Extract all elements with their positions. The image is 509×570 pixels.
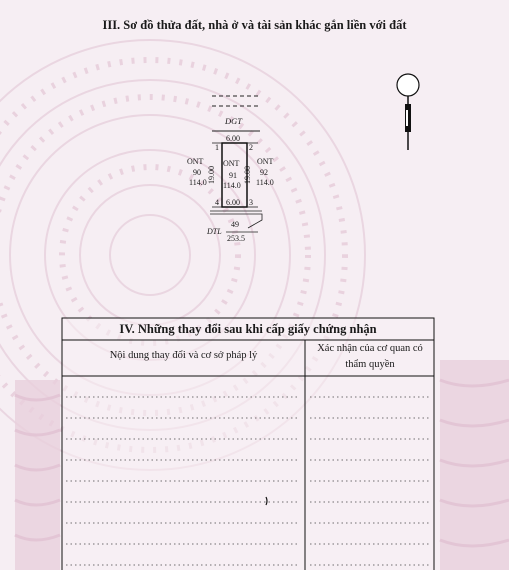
section-4-title: IV. Những thay đổi sau khi cấp giấy chứng nhận bbox=[119, 322, 377, 336]
road-bottom-name: DTL bbox=[207, 227, 222, 236]
center-parcel-area: 114.0 bbox=[223, 181, 241, 190]
column-header-changes: Nội dung thay đổi và cơ sở pháp lý bbox=[109, 350, 258, 361]
corner-3: 3 bbox=[249, 198, 253, 207]
bottom-width-label: 6.00 bbox=[226, 198, 240, 207]
right-length-label: 19.00 bbox=[243, 166, 252, 184]
left-length-label: 19.00 bbox=[207, 166, 216, 184]
road-bottom-number: 49 bbox=[231, 220, 239, 229]
corner-4: 4 bbox=[215, 198, 219, 207]
corner-2: 2 bbox=[249, 143, 253, 152]
road-bottom-area: 253.5 bbox=[227, 234, 245, 243]
road-top-label: DGT bbox=[225, 116, 243, 126]
top-width-label: 6.00 bbox=[226, 134, 240, 143]
left-parcel-area: 114.0 bbox=[189, 178, 207, 187]
left-parcel-number: 90 bbox=[193, 168, 201, 177]
center-parcel-number: 91 bbox=[229, 171, 237, 180]
column-header-confirmation: Xác nhận của cơ quan có thẩm quyền bbox=[317, 343, 423, 370]
left-parcel-type: ONT bbox=[187, 157, 204, 166]
section-3-title: III. Sơ đồ thửa đất, nhà ở và tài sản khác gắn liền với đất bbox=[102, 18, 407, 32]
center-parcel-type: ONT bbox=[223, 159, 240, 168]
right-parcel-number: 92 bbox=[260, 168, 268, 177]
right-parcel-type: ONT bbox=[257, 157, 274, 166]
corner-1: 1 bbox=[215, 143, 219, 152]
right-parcel-area: 114.0 bbox=[256, 178, 274, 187]
